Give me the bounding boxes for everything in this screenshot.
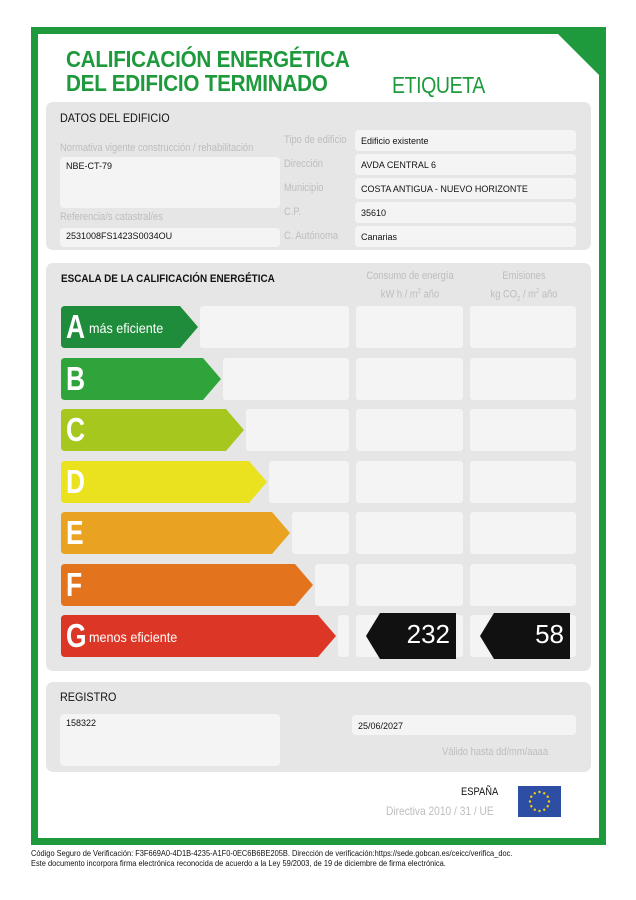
eu-star-icon (534, 809, 536, 811)
title-line-2: DEL EDIFICIO TERMINADO (66, 70, 328, 96)
eu-star-icon (538, 810, 540, 812)
frame-corner-triangle (551, 27, 606, 82)
class-letter: E (66, 514, 84, 551)
document-title (66, 47, 350, 95)
consumo-cell-e (356, 512, 463, 554)
emisiones-cell-e (470, 512, 576, 554)
municipio-field: COSTA ANTIGUA - NUEVO HORIZONTE (355, 178, 576, 199)
autonoma-field: Canarias (355, 226, 576, 247)
class-row-background (223, 358, 349, 400)
emisiones-cell-c (470, 409, 576, 451)
consumo-cell-c (356, 409, 463, 451)
energy-scale-title: ESCALA DE LA CALIFICACIÓN ENERGÉTICA (61, 273, 275, 285)
eu-star-icon (543, 792, 545, 794)
consumo-column-header (363, 269, 457, 303)
referencia-label: Referencia/s catastral/es (60, 211, 163, 223)
emisiones-rating-badge (480, 613, 570, 659)
eu-star-icon (530, 805, 532, 807)
consumo-cell-f (356, 564, 463, 606)
class-arrow-a (61, 306, 198, 348)
cp-label: C.P. (284, 206, 301, 218)
class-description: menos eficiente (89, 629, 178, 645)
eu-star-icon (529, 800, 531, 802)
emisiones-cell-f (470, 564, 576, 606)
eu-star-icon (538, 791, 540, 793)
eu-flag-icon (518, 786, 561, 817)
class-arrow-f (61, 564, 313, 606)
class-letter: G (66, 617, 87, 654)
registro-number-field: 158322 (60, 714, 280, 766)
class-arrow-d (61, 461, 267, 503)
class-row-background (246, 409, 349, 451)
rating-value: 232 (406, 619, 450, 649)
class-letter: C (66, 411, 86, 448)
class-arrow-b (61, 358, 221, 400)
espana-label: ESPAÑA (461, 786, 499, 798)
registro-date-field: 25/06/2027 (352, 715, 576, 735)
class-letter: A (66, 308, 86, 345)
consumo-cell-d (356, 461, 463, 503)
direccion-label: Dirección (284, 158, 323, 170)
class-arrow-c (61, 409, 244, 451)
class-row-background (315, 564, 349, 606)
eu-star-icon (543, 809, 545, 811)
directiva-label: Directiva 2010 / 31 / UE (386, 804, 494, 818)
eu-star-icon (547, 805, 549, 807)
autonoma-label: C. Autónoma (284, 230, 339, 242)
emisiones-header-line2: kg $CO_2 / m^2$ año (490, 288, 558, 303)
direccion-field: AVDA CENTRAL 6 (355, 154, 576, 175)
emisiones-header-line1: Emisiones (502, 270, 546, 282)
tipo-label: Tipo de edificio (284, 134, 347, 146)
eu-star-icon (534, 792, 536, 794)
consumo-header-line2: kW h / $m^2$ año (380, 288, 440, 301)
footer-line-1: Código Seguro de Verificación: F3F669A0-4D1B-4235-A1F0-0EC6B6BE205B. Dirección de verificación:https://sede.gobcan.es/ceicc/verifica_doc. (31, 849, 513, 858)
registro-title: REGISTRO (60, 690, 117, 704)
emisiones-column-header (477, 269, 571, 307)
consumo-rating-badge (366, 613, 456, 659)
rating-value: 58 (535, 619, 564, 649)
tipo-field: Edificio existente (355, 130, 576, 151)
class-arrow-g (61, 615, 336, 657)
normativa-field: NBE-CT-79 (60, 157, 280, 208)
building-data-title: DATOS DEL EDIFICIO (60, 111, 170, 125)
valido-hasta-label: Válido hasta dd/mm/aaaa (442, 746, 549, 758)
class-arrow-e (61, 512, 290, 554)
class-letter: F (66, 566, 83, 603)
verification-footer (31, 849, 512, 869)
class-row-background (269, 461, 349, 503)
eu-star-icon (548, 800, 550, 802)
etiqueta-label: ETIQUETA (392, 72, 485, 98)
footer-line-2: Este documento incorpora firma electrónica reconocida de acuerdo a la Ley 59/2003, de 19 de diciembre de firma electrónica. (31, 859, 446, 868)
class-description: más eficiente (89, 320, 164, 336)
title-line-1: CALIFICACIÓN ENERGÉTICA (66, 46, 350, 72)
emisiones-cell-d (470, 461, 576, 503)
cp-field: 35610 (355, 202, 576, 223)
class-row-background (200, 306, 349, 348)
referencia-field: 2531008FS1423S0034OU (60, 228, 280, 247)
eu-star-icon (547, 796, 549, 798)
consumo-cell-a (356, 306, 463, 348)
class-letter: D (66, 463, 86, 500)
class-row-background (292, 512, 349, 554)
municipio-label: Municipio (284, 182, 324, 194)
consumo-cell-b (356, 358, 463, 400)
class-letter: B (66, 360, 86, 397)
emisiones-cell-b (470, 358, 576, 400)
class-row-background (338, 615, 349, 657)
consumo-header-line1: Consumo de energía (366, 270, 454, 282)
emisiones-cell-a (470, 306, 576, 348)
normativa-label: Normativa vigente construcción / rehabilitación (60, 142, 254, 154)
eu-star-icon (530, 796, 532, 798)
